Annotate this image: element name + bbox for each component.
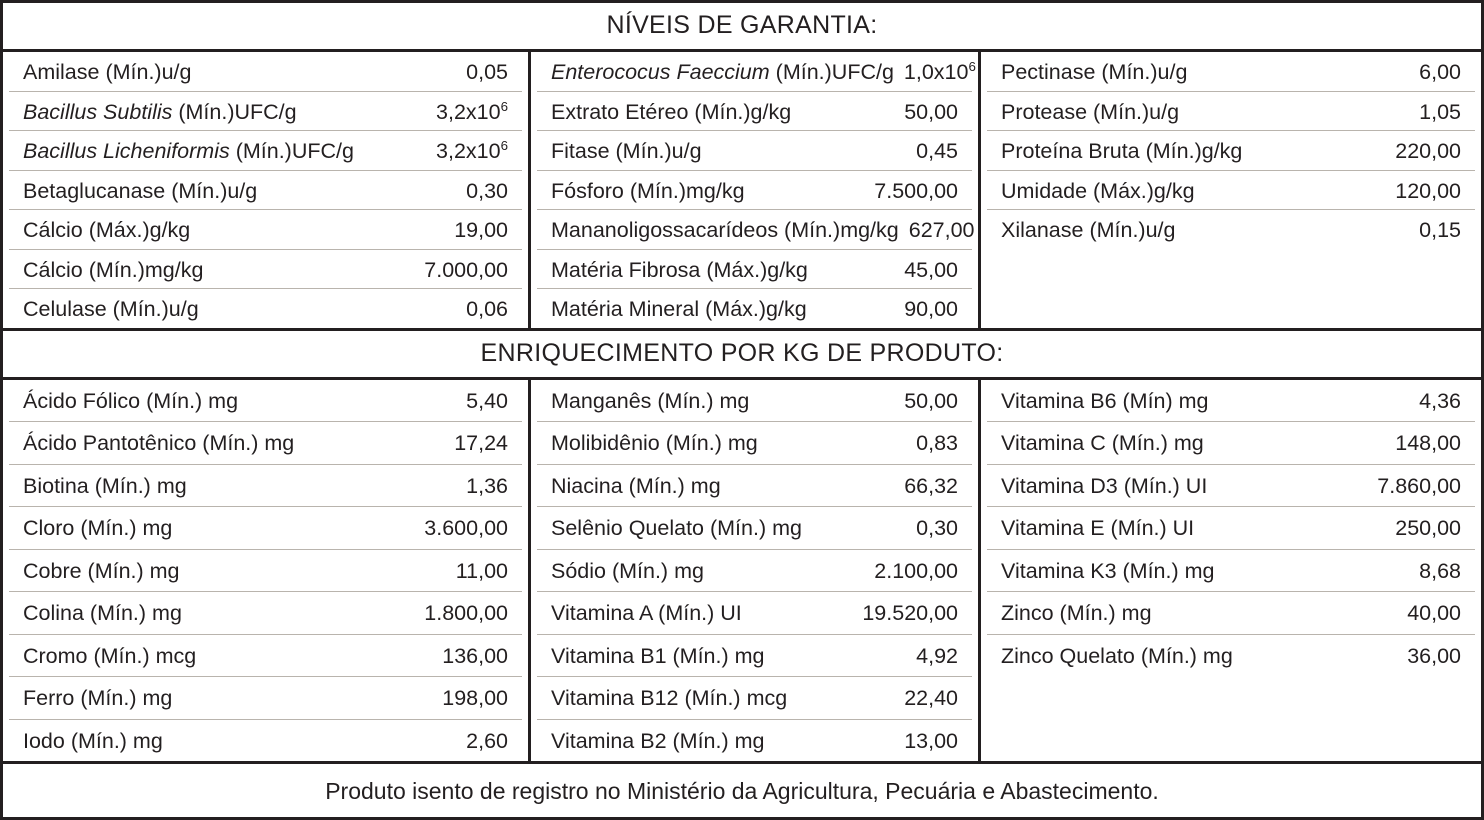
nutrient-name: Umidade (Máx.)g/kg	[1001, 178, 1195, 203]
nutrient-name: Ácido Pantotênico (Mín.) mg	[23, 431, 295, 455]
nutrient-name: Vitamina B2 (Mín.) mg	[551, 728, 765, 753]
nutrient-value: 0,15	[1419, 218, 1461, 242]
nutrient-name: Vitamina C (Mín.) mg	[1001, 431, 1204, 455]
nutrient-row	[987, 171, 1475, 211]
nutrient-value: 0,45	[916, 139, 958, 163]
nutrient-row	[987, 52, 1475, 92]
nutrient-name: Extrato Etéreo (Mín.)g/kg	[551, 99, 792, 124]
nutrient-name: Zinco Quelato (Mín.) mg	[1001, 643, 1233, 668]
nutrient-row	[9, 422, 522, 465]
nutrient-row	[9, 550, 522, 593]
guarantee-column-3	[981, 52, 1481, 328]
nutrient-name: Sódio (Mín.) mg	[551, 558, 704, 583]
nutrient-row	[537, 720, 972, 762]
nutrient-name: Selênio Quelato (Mín.) mg	[551, 516, 802, 540]
nutrient-row	[987, 380, 1475, 423]
nutrient-name: Ácido Fólico (Mín.) mg	[23, 388, 239, 413]
nutrient-name: Zinco (Mín.) mg	[1001, 601, 1152, 625]
guarantee-column-1	[3, 52, 531, 328]
nutrient-name: Vitamina B12 (Mín.) mcg	[551, 686, 788, 710]
nutrient-row	[987, 210, 1475, 249]
nutrient-name: Vitamina A (Mín.) UI	[551, 601, 742, 625]
nutrient-row	[537, 250, 972, 290]
nutrient-value: 50,00	[904, 99, 958, 124]
nutrient-name: Fitase (Mín.)u/g	[551, 139, 702, 163]
nutrient-name: Cálcio (Máx.)g/kg	[23, 218, 191, 242]
nutrient-value: 198,00	[442, 686, 508, 710]
nutrient-name: Manganês (Mín.) mg	[551, 388, 750, 413]
enrichment-column-3	[981, 380, 1481, 762]
nutrient-value: 120,00	[1395, 178, 1461, 203]
nutrient-name: Biotina (Mín.) mg	[23, 473, 187, 498]
nutrient-row	[537, 171, 972, 211]
footer-note: Produto isento de registro no Ministério da Agricultura, Pecuária e Abastecimento.	[3, 761, 1481, 817]
nutrient-name: Enterococus Faeccium (Mín.)UFC/g	[551, 60, 894, 84]
guarantee-column-2	[531, 52, 981, 328]
nutrient-value: 3.600,00	[424, 516, 508, 540]
nutrient-value: 19.520,00	[862, 601, 958, 625]
nutrient-row	[987, 465, 1475, 508]
nutrient-row	[9, 171, 522, 211]
nutrient-name: Bacillus Licheniformis (Mín.)UFC/g	[23, 139, 354, 163]
nutrient-name: Betaglucanase (Mín.)u/g	[23, 178, 258, 203]
nutrient-row	[9, 131, 522, 171]
nutrient-name: Xilanase (Mín.)u/g	[1001, 218, 1176, 242]
enrichment-columns	[3, 380, 1481, 762]
nutrient-name: Niacina (Mín.) mg	[551, 473, 721, 498]
nutrient-name: Vitamina B1 (Mín.) mg	[551, 643, 765, 668]
nutrient-name: Celulase (Mín.)u/g	[23, 297, 199, 321]
nutrient-row	[987, 422, 1475, 465]
nutrient-value: 8,68	[1419, 558, 1461, 583]
nutrient-value: $3,2x10^6$	[436, 98, 508, 124]
nutrient-name: Cobre (Mín.) mg	[23, 558, 180, 583]
nutrient-name: Pectinase (Mín.)u/g	[1001, 60, 1188, 84]
nutrient-value: 90,00	[904, 297, 958, 321]
nutrient-value: 148,00	[1395, 431, 1461, 455]
nutrient-name: Vitamina K3 (Mín.) mg	[1001, 558, 1215, 583]
nutrient-value: 50,00	[904, 388, 958, 413]
nutrient-value: 0,83	[916, 431, 958, 455]
nutrient-row	[537, 635, 972, 678]
guarantee-columns	[3, 52, 1481, 328]
nutrient-name: Proteína Bruta (Mín.)g/kg	[1001, 139, 1243, 163]
nutrient-name: Colina (Mín.) mg	[23, 601, 182, 625]
enrichment-column-2	[531, 380, 981, 762]
nutrient-row	[537, 592, 972, 635]
nutrient-row	[9, 52, 522, 92]
nutrient-row	[537, 507, 972, 550]
nutrient-value: 40,00	[1407, 601, 1461, 625]
nutrient-value: 11,00	[455, 558, 508, 583]
nutrient-name: Cloro (Mín.) mg	[23, 516, 173, 540]
nutrient-value: 136,00	[442, 643, 508, 668]
nutrient-value: $1,0x10^6$	[903, 58, 976, 84]
nutrient-row	[537, 677, 972, 720]
nutrient-row	[9, 210, 522, 250]
nutrient-value: 1,05	[1419, 99, 1461, 124]
nutrient-row	[9, 380, 522, 423]
nutrient-row	[537, 465, 972, 508]
nutrient-row	[537, 422, 972, 465]
nutrient-value: 1.800,00	[424, 601, 508, 625]
nutrient-name: Vitamina B6 (Mín) mg	[1001, 388, 1209, 413]
nutrient-value: $3,2x10^6$	[436, 137, 508, 163]
section-title-guarantee: NÍVEIS DE GARANTIA:	[3, 3, 1481, 52]
nutrient-name: Bacillus Subtilis (Mín.)UFC/g	[23, 99, 297, 124]
nutrient-value: 4,92	[916, 643, 958, 668]
nutrient-name: Fósforo (Mín.)mg/kg	[551, 178, 745, 203]
nutrient-name: Iodo (Mín.) mg	[23, 728, 163, 753]
nutrient-value: 2,60	[466, 728, 508, 753]
nutrient-name: Protease (Mín.)u/g	[1001, 99, 1180, 124]
nutrient-value: 5,40	[466, 388, 508, 413]
nutrient-value: 17,24	[454, 431, 508, 455]
nutrient-row	[537, 131, 972, 171]
nutrient-row	[9, 635, 522, 678]
nutrient-row	[537, 380, 972, 423]
nutrient-value: 19,00	[454, 218, 508, 242]
nutrient-name: Amilase (Mín.)u/g	[23, 60, 192, 84]
nutrient-value: 2.100,00	[874, 558, 958, 583]
nutrient-value: 66,32	[904, 473, 958, 498]
nutrient-value: 7.500,00	[874, 178, 958, 203]
nutrient-row	[9, 92, 522, 132]
nutrient-value: 6,00	[1419, 60, 1461, 84]
nutrient-value: 7.860,00	[1377, 473, 1461, 498]
nutrient-name: Cromo (Mín.) mcg	[23, 643, 197, 668]
nutrient-row	[9, 720, 522, 762]
nutrient-value: 13,00	[904, 728, 958, 753]
nutrient-value: 45,00	[904, 257, 958, 282]
nutrient-row	[987, 635, 1475, 677]
nutrient-value: 7.000,00	[424, 257, 508, 282]
nutrient-name: Cálcio (Mín.)mg/kg	[23, 257, 204, 282]
nutrient-row	[537, 210, 975, 250]
nutrient-value: 0,06	[466, 297, 508, 321]
nutrient-row	[9, 289, 522, 328]
enrichment-column-1	[3, 380, 531, 762]
nutrient-row	[537, 289, 972, 328]
nutrient-value: 4,36	[1419, 388, 1461, 413]
nutrient-row	[987, 592, 1475, 635]
nutrient-row	[9, 677, 522, 720]
nutrient-row	[987, 507, 1475, 550]
nutrient-row	[537, 92, 972, 132]
nutrient-value: 250,00	[1395, 516, 1461, 540]
nutrient-name: Vitamina D3 (Mín.) UI	[1001, 473, 1208, 498]
nutrient-row	[9, 465, 522, 508]
nutrient-row	[9, 507, 522, 550]
nutrient-name: Matéria Mineral (Máx.)g/kg	[551, 297, 807, 321]
nutrient-name: Matéria Fibrosa (Máx.)g/kg	[551, 257, 808, 282]
nutrient-row	[537, 550, 972, 593]
nutrient-value: 0,30	[466, 178, 508, 203]
section-title-enrichment: ENRIQUECIMENTO POR KG DE PRODUTO:	[3, 328, 1481, 380]
nutrient-name: Ferro (Mín.) mg	[23, 686, 173, 710]
nutrient-row	[537, 52, 976, 92]
nutrient-row	[9, 592, 522, 635]
nutrient-value: 0,05	[466, 60, 508, 84]
nutrient-row	[987, 92, 1475, 132]
nutrient-row	[987, 550, 1475, 593]
nutrient-value: 0,30	[916, 516, 958, 540]
nutrient-name: Vitamina E (Mín.) UI	[1001, 516, 1195, 540]
nutrient-name: Molibidênio (Mín.) mg	[551, 431, 758, 455]
nutrient-row	[9, 250, 522, 290]
nutrient-value: 220,00	[1395, 139, 1461, 163]
nutrient-value: 36,00	[1407, 643, 1461, 668]
nutrient-value: 1,36	[466, 473, 508, 498]
nutrient-value: 627,00	[908, 218, 975, 242]
nutrient-row	[987, 131, 1475, 171]
nutrient-value: 22,40	[904, 686, 958, 710]
nutrient-name: Mananoligossacarídeos (Mín.)mg/kg	[551, 218, 899, 242]
